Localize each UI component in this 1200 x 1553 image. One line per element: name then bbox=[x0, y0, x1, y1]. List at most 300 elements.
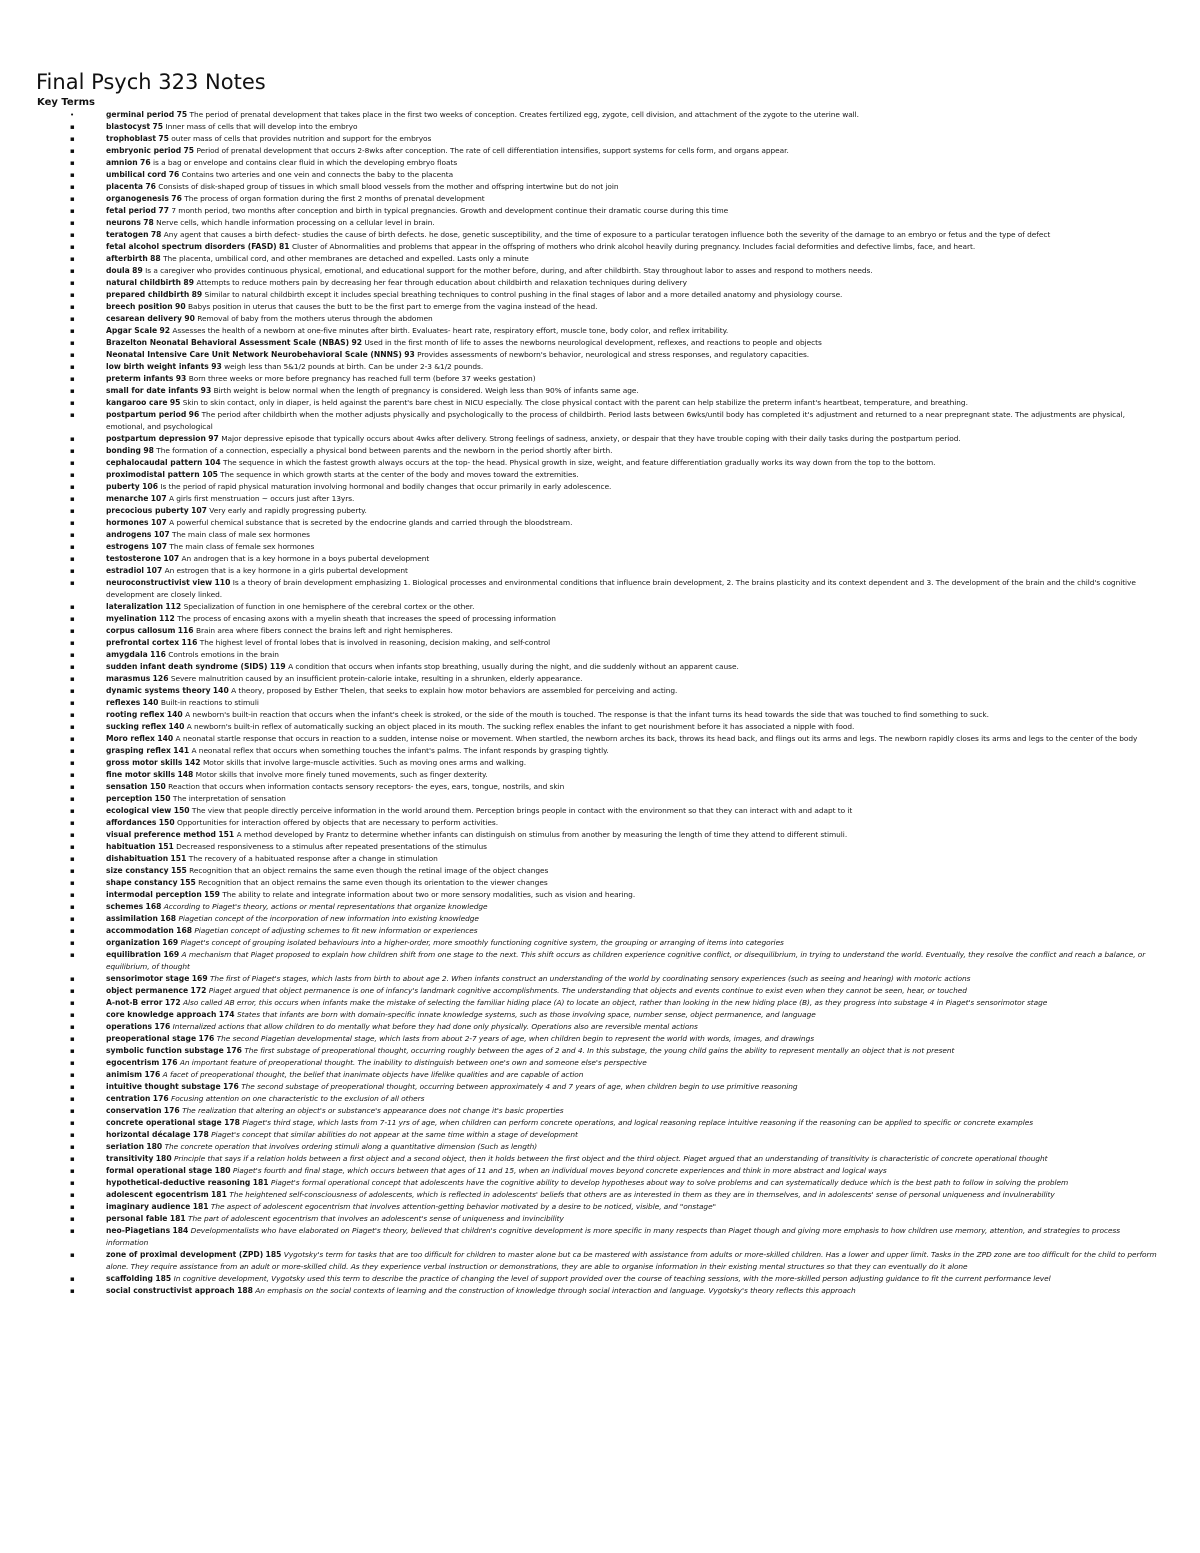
term-definition: A mechanism that Piaget proposed to explain how children shift from one stage to the next. This shift occurs as children experience cognitive conflict, or disequilibrium, in trying to understand the world. Eventually, they resolve the conflict and reach a balance, or equilibrium, of thought bbox=[106, 950, 1146, 971]
bullet-icon: ▪ bbox=[70, 999, 75, 1007]
term-definition: Piaget's concept of grouping isolated behaviours into a higher-order, more smoothly functioning cognitive system, the grouping or arranging of items into categories bbox=[180, 938, 784, 947]
bullet-icon: ▪ bbox=[70, 807, 75, 815]
term-definition: The sequence in which the fastest growth always occurs at the top- the head. Physical growth in size, weight, and feature differentiation gradually works its way down from the top to the bottom. bbox=[222, 458, 936, 467]
term-page-number: 150 bbox=[149, 782, 166, 791]
term-definition: The period of prenatal development that takes place in the first two weeks of conception. Creates fertilized egg, zygote, cell division, and attachment of the zygote to the uterine wall. bbox=[189, 110, 859, 119]
bullet-icon: ▪ bbox=[70, 1191, 75, 1199]
bullet-icon: ▪ bbox=[70, 159, 75, 167]
term-page-number: 77 bbox=[158, 206, 169, 215]
term-name: cephalocaudal pattern bbox=[106, 458, 203, 467]
list-item bbox=[0, 1165, 1200, 1177]
bullet-icon: ▪ bbox=[70, 459, 75, 467]
term-definition: Piaget's formal operational concept that adolescents have the cognitive ability to develop hypotheses about way to solve problems and can systematically deduce which is the best path to follow in solving the problem bbox=[270, 1178, 1069, 1187]
term-page-number: 95 bbox=[169, 398, 181, 407]
term-name: marasmus bbox=[106, 674, 151, 683]
term-page-number: 180 bbox=[155, 1154, 172, 1163]
bullet-icon: ▪ bbox=[70, 375, 75, 383]
list-item bbox=[0, 265, 1200, 277]
term-definition: Piaget's fourth and final stage, which occurs between that ages of 11 and 15, when an individual moves beyond concrete experiences and think in more abstract and logical ways bbox=[232, 1166, 887, 1175]
term-name: hypothetical-deductive reasoning bbox=[106, 1178, 251, 1187]
list-item bbox=[0, 1141, 1200, 1153]
term-name: fetal alcohol spectrum disorders (FASD) bbox=[106, 242, 277, 251]
term-definition: The placenta, umbilical cord, and other membranes are detached and expelled. Lasts only a minute bbox=[163, 254, 529, 263]
term-page-number: 76 bbox=[140, 158, 151, 167]
bullet-icon: ▪ bbox=[70, 1155, 75, 1163]
term-definition: Piagetian concept of adjusting schemes to fit new information or experiences bbox=[194, 926, 478, 935]
term-name: doula bbox=[106, 266, 130, 275]
bullet-icon: ▪ bbox=[70, 1083, 75, 1091]
list-item bbox=[0, 109, 1200, 121]
list-item bbox=[0, 169, 1200, 181]
bullet-icon: ▪ bbox=[70, 627, 75, 635]
bullet-icon: ▪ bbox=[70, 1023, 75, 1031]
list-item bbox=[0, 1093, 1200, 1105]
list-item bbox=[0, 1057, 1200, 1069]
bullet-icon: ▪ bbox=[70, 927, 75, 935]
term-definition: The main class of male sex hormones bbox=[172, 530, 310, 539]
bullet-icon: ▪ bbox=[70, 795, 75, 803]
term-definition: The first substage of preoperational thought, occurring roughly between the ages of 2 and 4. In this substage, the young child gains the ability to represent mentally an object that is not present bbox=[244, 1046, 955, 1055]
term-page-number: 188 bbox=[237, 1286, 253, 1295]
term-name: prefrontal cortex bbox=[106, 638, 180, 647]
bullet-icon: ▪ bbox=[70, 855, 75, 863]
term-page-number: 116 bbox=[150, 650, 166, 659]
list-item bbox=[0, 1153, 1200, 1165]
list-item bbox=[0, 253, 1200, 265]
term-name: schemes bbox=[106, 902, 144, 911]
term-page-number: 181 bbox=[252, 1178, 269, 1187]
bullet-icon: ▪ bbox=[70, 219, 75, 227]
term-name: small for date infants bbox=[106, 386, 199, 395]
list-item bbox=[0, 601, 1200, 613]
bullet-icon: ▪ bbox=[70, 399, 75, 407]
term-definition: Developmentalists who have elaborated on Piaget's theory, believed that children's cognitive development is more specific in many respects than Piaget though and giving more emphasis to how children use memory, attention, and strategies to process information bbox=[106, 1226, 1121, 1247]
term-page-number: 176 bbox=[198, 1034, 215, 1043]
list-item bbox=[0, 1213, 1200, 1225]
term-definition: A theory, proposed by Esther Thelen, that seeks to explain how motor behaviors are assembled for perceiving and acting. bbox=[231, 686, 678, 695]
list-item bbox=[0, 1045, 1200, 1057]
bullet-icon: ▪ bbox=[70, 903, 75, 911]
term-definition: The period after childbirth when the mother adjusts physically and psychologically to the process of childbirth. Period lasts between 6wks/until body has completed it's adjustment and returned to a near prepregnant state. The adjustments are physical, emotional, and psychological bbox=[106, 410, 1125, 431]
term-definition: Specialization of function in one hemisphere of the cerebral cortex or the other. bbox=[183, 602, 475, 611]
bullet-icon: ▪ bbox=[70, 267, 75, 275]
list-item bbox=[0, 181, 1200, 193]
list-item bbox=[0, 997, 1200, 1009]
bullet-icon: ▪ bbox=[70, 279, 75, 287]
list-item bbox=[0, 649, 1200, 661]
list-item bbox=[0, 973, 1200, 985]
term-name: postpartum depression bbox=[106, 434, 206, 443]
term-definition: Piaget's third stage, which lasts from 7-11 yrs of age, when children can perform concrete operations, and logical reasoning replace intuitive reasoning if the reasoning can be applied to specific or concrete examples bbox=[242, 1118, 1033, 1127]
term-page-number: 75 bbox=[183, 146, 195, 155]
term-page-number: 107 bbox=[163, 554, 180, 563]
key-terms-list bbox=[0, 109, 1200, 1297]
term-definition: Decreased responsiveness to a stimulus after repeated presentations of the stimulus bbox=[176, 842, 487, 851]
term-definition: An important feature of preoperational thought. The inability to distinguish between one's own and someone else's perspective bbox=[179, 1058, 647, 1067]
term-definition: Nerve cells, which handle information processing on a cellular level in brain. bbox=[156, 218, 435, 227]
term-page-number: 142 bbox=[184, 758, 201, 767]
term-definition: A facet of preoperational thought, the belief that inanimate objects have lifelike qualities and are capable of action bbox=[162, 1070, 584, 1079]
bullet-icon: ▪ bbox=[70, 1167, 75, 1175]
list-item bbox=[0, 805, 1200, 817]
term-definition: Skin to skin contact, only in diaper, is held against the parent's bare chest in NICU especially. The close physical contact with the parent can help stabilize the preterm infant's heartbeat, temperature, and breathing. bbox=[182, 398, 968, 407]
term-page-number: 169 bbox=[191, 974, 208, 983]
bullet-icon: ▪ bbox=[70, 531, 75, 539]
term-name: afterbirth bbox=[106, 254, 148, 263]
list-item bbox=[0, 505, 1200, 517]
bullet-icon: ▪ bbox=[70, 1011, 75, 1019]
term-name: affordances bbox=[106, 818, 157, 827]
bullet-icon: ▪ bbox=[70, 975, 75, 983]
bullet-icon: ▪ bbox=[70, 1047, 75, 1055]
term-page-number: 155 bbox=[179, 878, 196, 887]
term-page-number: 75 bbox=[176, 110, 188, 119]
term-name: perception bbox=[106, 794, 153, 803]
term-name: social constructivist approach bbox=[106, 1286, 235, 1295]
term-definition: Recognition that an object remains the same even though the retinal image of the object changes bbox=[189, 866, 549, 875]
bullet-icon: ▪ bbox=[70, 195, 75, 203]
term-definition: Assesses the health of a newborn at one-five minutes after birth. Evaluates- heart rate, respiratory effort, muscle tone, body color, and reflex irritability. bbox=[172, 326, 729, 335]
term-definition: The aspect of adolescent egocentrism that involves attention-getting behavior motivated by a desire to be noticed, visible, and "onstage" bbox=[210, 1202, 716, 1211]
term-name: accommodation bbox=[106, 926, 174, 935]
term-name: centration bbox=[106, 1094, 151, 1103]
term-definition: Brain area where fibers connect the brains left and right hemispheres. bbox=[195, 626, 453, 635]
list-item bbox=[0, 469, 1200, 481]
term-page-number: 176 bbox=[226, 1046, 242, 1055]
term-name: dishabituation bbox=[106, 854, 169, 863]
section-heading: Key Terms bbox=[37, 97, 95, 108]
term-definition: A neonatal reflex that occurs when something touches the infant's palms. The infant responds by grasping tightly. bbox=[191, 746, 609, 755]
term-page-number: 81 bbox=[279, 242, 290, 251]
list-item bbox=[0, 1225, 1200, 1249]
bullet-icon: ▪ bbox=[70, 207, 75, 215]
term-page-number: 112 bbox=[165, 602, 182, 611]
list-item bbox=[0, 925, 1200, 937]
term-definition: Is a theory of brain development emphasizing 1. Biological processes and environmental conditions that influence brain development, 2. The brains plasticity and its context dependent and 3. The development of the brain and the child's cognitive development are closely linked. bbox=[106, 578, 1136, 599]
list-item bbox=[0, 1285, 1200, 1297]
term-page-number: 150 bbox=[158, 818, 175, 827]
term-definition: The process of encasing axons with a myelin sheath that increases the speed of processing information bbox=[177, 614, 556, 623]
bullet-icon: ▪ bbox=[70, 567, 75, 575]
term-name: concrete operational stage bbox=[106, 1118, 222, 1127]
term-definition: Is the period of rapid physical maturation involving hormonal and bodily changes that occur primarily in early adolescence. bbox=[160, 482, 612, 491]
list-item bbox=[0, 361, 1200, 373]
term-definition: Consists of disk-shaped group of tissues in which small blood vessels from the mother and offspring intertwine but do not join bbox=[158, 182, 619, 191]
term-page-number: 181 bbox=[192, 1202, 209, 1211]
term-name: shape constancy bbox=[106, 878, 178, 887]
bullet-icon: ▪ bbox=[70, 303, 75, 311]
term-name: horizontal décalage bbox=[106, 1130, 191, 1139]
term-page-number: 93 bbox=[175, 374, 187, 383]
term-name: estradiol bbox=[106, 566, 145, 575]
term-definition: Removal of baby from the mothers uterus through the abdomen bbox=[197, 314, 433, 323]
term-definition: The first of Piaget's stages, which lasts from birth to about age 2. When infants construct an understanding of the world by coordinating sensory experiences (such as seeing and hearing) with motoric actions bbox=[209, 974, 971, 983]
term-name: operations bbox=[106, 1022, 153, 1031]
document-title: Final Psych 323 Notes bbox=[36, 70, 266, 94]
term-definition: The concrete operation that involves ordering stimuli along a quantitative dimension (Such as length) bbox=[164, 1142, 538, 1151]
term-page-number: 176 bbox=[161, 1058, 178, 1067]
term-definition: The main class of female sex hormones bbox=[169, 542, 315, 551]
list-item bbox=[0, 1105, 1200, 1117]
bullet-icon: ▪ bbox=[70, 615, 75, 623]
list-item bbox=[0, 709, 1200, 721]
bullet-icon: ▪ bbox=[70, 147, 75, 155]
term-name: fetal period bbox=[106, 206, 157, 215]
list-item bbox=[0, 337, 1200, 349]
term-name: proximodistal pattern bbox=[106, 470, 200, 479]
term-name: puberty bbox=[106, 482, 140, 491]
term-name: sensorimotor stage bbox=[106, 974, 190, 983]
term-page-number: 168 bbox=[176, 926, 193, 935]
bullet-icon: ▪ bbox=[70, 1203, 75, 1211]
term-page-number: 181 bbox=[169, 1214, 186, 1223]
term-name: kangaroo care bbox=[106, 398, 168, 407]
bullet-icon: ▪ bbox=[70, 327, 75, 335]
term-name: intermodal perception bbox=[106, 890, 202, 899]
term-page-number: 112 bbox=[158, 614, 175, 623]
term-definition: Very early and rapidly progressing puberty. bbox=[209, 506, 367, 515]
term-name: egocentrism bbox=[106, 1058, 160, 1067]
bullet-icon: ▪ bbox=[70, 411, 75, 419]
bullet-icon: ▪ bbox=[70, 555, 75, 563]
bullet-icon: ▪ bbox=[70, 771, 75, 779]
list-item bbox=[0, 325, 1200, 337]
bullet-icon: ▪ bbox=[70, 723, 75, 731]
list-item bbox=[0, 241, 1200, 253]
list-item bbox=[0, 493, 1200, 505]
list-item bbox=[0, 1201, 1200, 1213]
term-page-number: 181 bbox=[211, 1190, 227, 1199]
term-name: personal fable bbox=[106, 1214, 168, 1223]
list-item bbox=[0, 781, 1200, 793]
bullet-icon: ▪ bbox=[70, 315, 75, 323]
term-page-number: 184 bbox=[172, 1226, 189, 1235]
list-item bbox=[0, 577, 1200, 601]
term-name: ecological view bbox=[106, 806, 172, 815]
bullet-icon: ▪ bbox=[70, 1119, 75, 1127]
term-definition: is a bag or envelope and contains clear fluid in which the developing embryo floats bbox=[152, 158, 458, 167]
term-definition: Controls emotions in the brain bbox=[168, 650, 279, 659]
term-name: sensation bbox=[106, 782, 148, 791]
bullet-icon: ▪ bbox=[70, 1131, 75, 1139]
term-page-number: 93 bbox=[200, 386, 212, 395]
term-definition: In cognitive development, Vygotsky used this term to describe the practice of changing the level of support provided over the course of teaching sessions, with the more-skilled person adjusting guidance to fit the current performance level bbox=[173, 1274, 1051, 1283]
term-page-number: 88 bbox=[150, 254, 161, 263]
bullet-icon: ▪ bbox=[70, 351, 75, 359]
term-name: Apgar Scale bbox=[106, 326, 158, 335]
bullet-icon: ▪ bbox=[70, 579, 75, 587]
term-name: lateralization bbox=[106, 602, 163, 611]
bullet-icon: • bbox=[70, 111, 75, 119]
list-item bbox=[0, 937, 1200, 949]
term-definition: The ability to relate and integrate information about two or more sensory modalities, such as vision and hearing. bbox=[222, 890, 636, 899]
term-page-number: 178 bbox=[224, 1118, 240, 1127]
term-name: bonding bbox=[106, 446, 141, 455]
list-item bbox=[0, 685, 1200, 697]
list-item bbox=[0, 757, 1200, 769]
term-name: breech position bbox=[106, 302, 173, 311]
term-page-number: 75 bbox=[158, 134, 169, 143]
bullet-icon: ▪ bbox=[70, 867, 75, 875]
bullet-icon: ▪ bbox=[70, 495, 75, 503]
bullet-icon: ▪ bbox=[70, 747, 75, 755]
term-page-number: 176 bbox=[163, 1106, 180, 1115]
bullet-icon: ▪ bbox=[70, 651, 75, 659]
bullet-icon: ▪ bbox=[70, 291, 75, 299]
list-item bbox=[0, 985, 1200, 997]
list-item bbox=[0, 445, 1200, 457]
term-page-number: 176 bbox=[152, 1094, 169, 1103]
term-definition: Piagetian concept of the incorporation of new information into existing knowledge bbox=[178, 914, 479, 923]
term-definition: Inner mass of cells that will develop into the embryo bbox=[165, 122, 358, 131]
bullet-icon: ▪ bbox=[70, 699, 75, 707]
bullet-icon: ▪ bbox=[70, 987, 75, 995]
term-definition: A condition that occurs when infants stop breathing, usually during the night, and die suddenly without an apparent cause. bbox=[288, 662, 739, 671]
term-name: equilibration bbox=[106, 950, 161, 959]
term-name: grasping reflex bbox=[106, 746, 171, 755]
term-page-number: 107 bbox=[150, 494, 167, 503]
term-page-number: 140 bbox=[166, 710, 183, 719]
term-name: core knowledge approach bbox=[106, 1010, 217, 1019]
term-page-number: 140 bbox=[142, 698, 159, 707]
term-definition: The realization that altering an object's or substance's appearance does not change it's basic properties bbox=[182, 1106, 564, 1115]
list-item bbox=[0, 1117, 1200, 1129]
bullet-icon: ▪ bbox=[70, 663, 75, 671]
term-name: umbilical cord bbox=[106, 170, 167, 179]
term-name: germinal period bbox=[106, 110, 175, 119]
term-name: visual preference method bbox=[106, 830, 216, 839]
term-definition: Contains two arteries and one vein and connects the baby to the placenta bbox=[181, 170, 454, 179]
term-name: object permanence bbox=[106, 986, 189, 995]
list-item bbox=[0, 229, 1200, 241]
list-item bbox=[0, 133, 1200, 145]
term-name: preterm infants bbox=[106, 374, 174, 383]
term-name: blastocyst bbox=[106, 122, 151, 131]
term-definition: According to Piaget's theory, actions or mental representations that organize knowledge bbox=[163, 902, 488, 911]
term-page-number: 78 bbox=[143, 218, 154, 227]
term-page-number: 96 bbox=[188, 410, 200, 419]
term-page-number: 151 bbox=[157, 842, 174, 851]
bullet-icon: ▪ bbox=[70, 1095, 75, 1103]
term-definition: Provides assessments of newborn's behavior, neurological and stress responses, and regulatory capacities. bbox=[417, 350, 810, 359]
term-name: testosterone bbox=[106, 554, 161, 563]
term-definition: The recovery of a habituated response after a change in stimulation bbox=[188, 854, 438, 863]
list-item bbox=[0, 457, 1200, 469]
term-name: reflexes bbox=[106, 698, 141, 707]
list-item bbox=[0, 697, 1200, 709]
term-name: precocious puberty bbox=[106, 506, 189, 515]
list-item bbox=[0, 121, 1200, 133]
bullet-icon: ▪ bbox=[70, 435, 75, 443]
term-page-number: 90 bbox=[175, 302, 186, 311]
list-item bbox=[0, 289, 1200, 301]
list-item bbox=[0, 409, 1200, 433]
list-item bbox=[0, 913, 1200, 925]
list-item bbox=[0, 385, 1200, 397]
list-item bbox=[0, 397, 1200, 409]
term-page-number: 89 bbox=[183, 278, 194, 287]
term-definition: Also called AB error, this occurs when infants make the mistake of selecting the familiar hiding place (A) to locate an object, rather than looking in the new hiding place (B), as they progress into substage 4 in Piaget's sensorimotor stage bbox=[183, 998, 1048, 1007]
term-name: placenta bbox=[106, 182, 143, 191]
bullet-icon: ▪ bbox=[70, 123, 75, 131]
term-name: transitivity bbox=[106, 1154, 154, 1163]
term-page-number: 174 bbox=[218, 1010, 235, 1019]
list-item bbox=[0, 349, 1200, 361]
term-name: size constancy bbox=[106, 866, 169, 875]
list-item bbox=[0, 541, 1200, 553]
term-definition: Major depressive episode that typically occurs about 4wks after delivery. Strong feelings of sadness, anxiety, or despair that they have trouble coping with their daily tasks during the postpartum period. bbox=[221, 434, 961, 443]
bullet-icon: ▪ bbox=[70, 735, 75, 743]
list-item bbox=[0, 817, 1200, 829]
list-item bbox=[0, 517, 1200, 529]
term-page-number: 107 bbox=[153, 530, 170, 539]
term-definition: Internalized actions that allow children to do mentally what before they had done only physically. Operations also are reversible mental actions bbox=[172, 1022, 698, 1031]
list-item bbox=[0, 1273, 1200, 1285]
term-page-number: 107 bbox=[150, 518, 167, 527]
term-page-number: 116 bbox=[181, 638, 198, 647]
term-page-number: 172 bbox=[190, 986, 207, 995]
bullet-icon: ▪ bbox=[70, 243, 75, 251]
list-item bbox=[0, 1009, 1200, 1021]
term-page-number: 106 bbox=[142, 482, 158, 491]
term-name: menarche bbox=[106, 494, 149, 503]
term-definition: A girls first menstruation ~ occurs just after 13yrs. bbox=[168, 494, 355, 503]
bullet-icon: ▪ bbox=[70, 171, 75, 179]
term-page-number: 140 bbox=[212, 686, 229, 695]
term-page-number: 116 bbox=[177, 626, 194, 635]
term-definition: Is a caregiver who provides continuous physical, emotional, and educational support for the mother before, during, and after childbirth. Stay throughout labor to asses and respond to mothers needs. bbox=[145, 266, 873, 275]
bullet-icon: ▪ bbox=[70, 1287, 75, 1295]
term-name: hormones bbox=[106, 518, 149, 527]
term-name: seriation bbox=[106, 1142, 144, 1151]
list-item bbox=[0, 301, 1200, 313]
bullet-icon: ▪ bbox=[70, 483, 75, 491]
term-definition: Piaget argued that object permanence is one of infancy's landmark cognitive accomplishments. The understanding that objects and events continue to exist even when they cannot be seen, hear, or touched bbox=[208, 986, 967, 995]
term-name: rooting reflex bbox=[106, 710, 165, 719]
list-item bbox=[0, 949, 1200, 973]
term-name: conservation bbox=[106, 1106, 162, 1115]
term-name: myelination bbox=[106, 614, 157, 623]
term-definition: The highest level of frontal lobes that is involved in reasoning, decision making, and self-control bbox=[199, 638, 551, 647]
term-page-number: 107 bbox=[191, 506, 207, 515]
list-item bbox=[0, 733, 1200, 745]
list-item bbox=[0, 877, 1200, 889]
bullet-icon: ▪ bbox=[70, 1035, 75, 1043]
list-item bbox=[0, 721, 1200, 733]
term-definition: Built-in reactions to stimuli bbox=[160, 698, 259, 707]
term-definition: The second Piagetian developmental stage, which lasts from about 2-7 years of age, when children begin to represent the world with words, images, and drawings bbox=[216, 1034, 815, 1043]
term-definition: Period of prenatal development that occurs 2-8wks after conception. The rate of cell differentiation intensifies, support systems for cells form, and organs appear. bbox=[196, 146, 789, 155]
term-page-number: 180 bbox=[146, 1142, 163, 1151]
term-definition: A method developed by Frantz to determine whether infants can distinguish on stimulus from another by measuring the length of time they attend to different stimuli. bbox=[236, 830, 848, 839]
term-name: dynamic systems theory bbox=[106, 686, 211, 695]
bullet-icon: ▪ bbox=[70, 783, 75, 791]
term-definition: Similar to natural childbirth except it includes special breathing techniques to control pushing in the final stages of labor and a more detailed anatomy and physiology course. bbox=[204, 290, 843, 299]
term-definition: The view that people directly perceive information in the world around them. Perception brings people in contact with the environment so that they can interact with and adapt to it bbox=[191, 806, 853, 815]
term-name: corpus callosum bbox=[106, 626, 176, 635]
term-page-number: 140 bbox=[157, 734, 174, 743]
term-name: Moro reflex bbox=[106, 734, 155, 743]
term-name: amygdala bbox=[106, 650, 148, 659]
list-item bbox=[0, 901, 1200, 913]
bullet-icon: ▪ bbox=[70, 675, 75, 683]
term-definition: outer mass of cells that provides nutrition and support for the embryos bbox=[171, 134, 432, 143]
term-page-number: 76 bbox=[145, 182, 156, 191]
list-item bbox=[0, 217, 1200, 229]
list-item bbox=[0, 1129, 1200, 1141]
term-page-number: 178 bbox=[192, 1130, 209, 1139]
term-definition: A newborn's built-in reaction that occurs when the infant's cheek is stroked, or the side of the mouth is touched. The response is that the infant turns its head towards the side that was touched to find something to suck. bbox=[185, 710, 989, 719]
